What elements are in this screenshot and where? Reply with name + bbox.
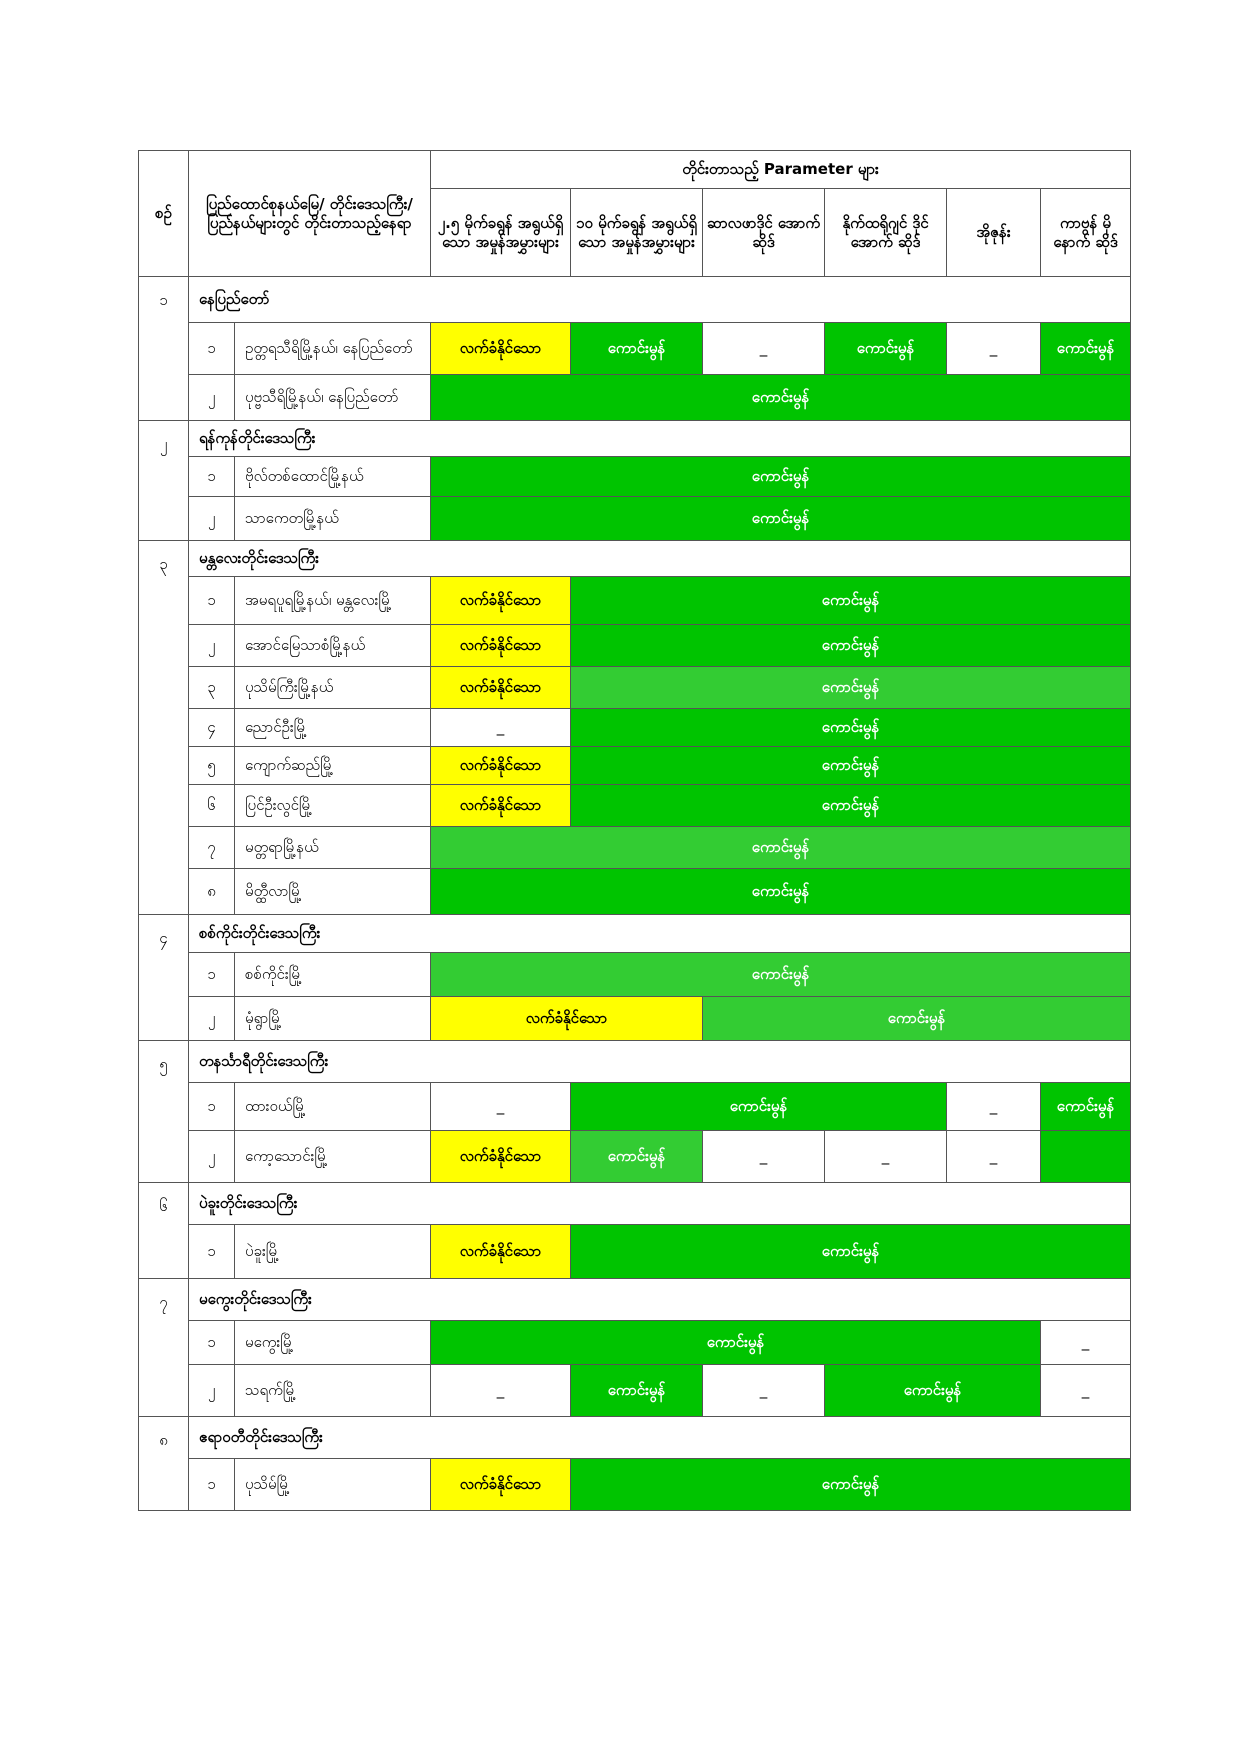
station-number: ၁ bbox=[189, 457, 235, 497]
status-good: ကောင်းမွန် bbox=[571, 785, 1131, 827]
status-good: ကောင်းမွန် bbox=[571, 709, 1131, 747]
status-no-data: _ bbox=[947, 1083, 1041, 1131]
status-good: ကောင်းမွန် bbox=[825, 323, 947, 375]
table-row bbox=[139, 577, 1131, 625]
table-row bbox=[139, 709, 1131, 747]
status-acceptable: လက်ခံနိုင်သော bbox=[431, 1225, 571, 1279]
station-number: ၁ bbox=[189, 953, 235, 997]
status-no-data: _ bbox=[1041, 1365, 1131, 1417]
station-name: ညောင်ဦးမြို့ bbox=[235, 709, 431, 747]
status-no-data: _ bbox=[431, 1365, 571, 1417]
status-no-data: _ bbox=[1041, 1321, 1131, 1365]
region-number: ၂ bbox=[139, 421, 189, 541]
station-name: ကော့သောင်းမြို့ bbox=[235, 1131, 431, 1183]
status-good: ကောင်းမွန် bbox=[431, 457, 1131, 497]
table-row bbox=[139, 1321, 1131, 1365]
status-no-data: _ bbox=[431, 1083, 571, 1131]
status-good: ကောင်းမွန် bbox=[571, 625, 1131, 667]
region-name: ပဲခူးတိုင်းဒေသကြီး bbox=[189, 1183, 1131, 1225]
table-row bbox=[139, 785, 1131, 827]
status-good: ကောင်းမွန် bbox=[571, 1459, 1131, 1511]
header-pm10: ၁၀ မိုက်ခရွန် အရွယ်ရှိသော အမှုန်အမွှားများ bbox=[571, 189, 703, 277]
region-name: စစ်ကိုင်းတိုင်းဒေသကြီး bbox=[189, 915, 1131, 953]
station-name: ပဲခူးမြို့ bbox=[235, 1225, 431, 1279]
region-name: မန္တလေးတိုင်းဒေသကြီး bbox=[189, 541, 1131, 577]
status-acceptable: လက်ခံနိုင်သော bbox=[431, 785, 571, 827]
status-good: ကောင်းမွန် bbox=[571, 1225, 1131, 1279]
status-good: ကောင်းမွန် bbox=[1041, 1083, 1131, 1131]
air-quality-table bbox=[138, 150, 1131, 1511]
status-acceptable: လက်ခံနိုင်သော bbox=[431, 625, 571, 667]
table-row bbox=[139, 869, 1131, 915]
status-good: ကောင်းမွန် bbox=[431, 375, 1131, 421]
header-pm25: ၂.၅ မိုက်ခရွန် အရွယ်ရှိသော အမှုန်အမွှားများ bbox=[431, 189, 571, 277]
status-acceptable: လက်ခံနိုင်သော bbox=[431, 747, 571, 785]
status-no-data: _ bbox=[703, 323, 825, 375]
station-number: ၂ bbox=[189, 497, 235, 541]
table-row bbox=[139, 625, 1131, 667]
region-name: ဧရာဝတီတိုင်းဒေသကြီး bbox=[189, 1417, 1131, 1459]
status-acceptable: လက်ခံနိုင်သော bbox=[431, 323, 571, 375]
station-name: အမရပူရမြို့နယ်၊ မန္တလေးမြို့ bbox=[235, 577, 431, 625]
station-name: မုံရွာမြို့ bbox=[235, 997, 431, 1041]
header-parameters: တိုင်းတာသည့် Parameter များ bbox=[431, 151, 1131, 189]
header-so2: ဆာလဖာဒိုင် အောက်ဆိုဒ် bbox=[703, 189, 825, 277]
station-number: ၁ bbox=[189, 1083, 235, 1131]
station-number: ၈ bbox=[189, 869, 235, 915]
status-acceptable: လက်ခံနိုင်သော bbox=[431, 997, 703, 1041]
status-no-data: _ bbox=[947, 323, 1041, 375]
region-number: ၈ bbox=[139, 1417, 189, 1511]
table-row bbox=[139, 1131, 1131, 1183]
station-number: ၃ bbox=[189, 667, 235, 709]
status-acceptable: လက်ခံနိုင်သော bbox=[431, 667, 571, 709]
status-good: ကောင်းမွန် bbox=[431, 953, 1131, 997]
status-good: ကောင်းမွန် bbox=[571, 1365, 703, 1417]
table-row bbox=[139, 1083, 1131, 1131]
status-no-data: _ bbox=[431, 709, 571, 747]
status-good: ကောင်းမွန် bbox=[431, 827, 1131, 869]
station-number: ၂ bbox=[189, 997, 235, 1041]
station-number: ၂ bbox=[189, 625, 235, 667]
station-name: ပုသိမ်ကြီးမြို့နယ် bbox=[235, 667, 431, 709]
region-number: ၃ bbox=[139, 541, 189, 915]
status-good: ကောင်းမွန် bbox=[1041, 323, 1131, 375]
status-good: ကောင်းမွန် bbox=[571, 577, 1131, 625]
status-good: ကောင်းမွန် bbox=[571, 747, 1131, 785]
station-name: စစ်ကိုင်းမြို့ bbox=[235, 953, 431, 997]
station-number: ၂ bbox=[189, 375, 235, 421]
status-good: ကောင်းမွန် bbox=[431, 869, 1131, 915]
station-name: ထားဝယ်မြို့ bbox=[235, 1083, 431, 1131]
status-good: ကောင်းမွန် bbox=[571, 323, 703, 375]
station-name: ဗိုလ်တစ်ထောင်မြို့နယ် bbox=[235, 457, 431, 497]
header-ozone: အိုဇုန်း bbox=[947, 189, 1041, 277]
air-quality-table-page bbox=[138, 150, 1130, 1511]
station-number: ၆ bbox=[189, 785, 235, 827]
station-name: အောင်မြေသာစံမြို့နယ် bbox=[235, 625, 431, 667]
table-row bbox=[139, 997, 1131, 1041]
table-row bbox=[139, 953, 1131, 997]
station-number: ၄ bbox=[189, 709, 235, 747]
header-co: ကာဗွန် မိုနောက် ဆိုဒ် bbox=[1041, 189, 1131, 277]
status-good: ကောင်းမွန် bbox=[431, 1321, 1041, 1365]
status-good: ကောင်းမွန် bbox=[825, 1365, 1041, 1417]
region-number: ၅ bbox=[139, 1041, 189, 1183]
table-row bbox=[139, 1365, 1131, 1417]
station-number: ၇ bbox=[189, 827, 235, 869]
status-acceptable: လက်ခံနိုင်သော bbox=[431, 1131, 571, 1183]
region-number: ၆ bbox=[139, 1183, 189, 1279]
status-good: ကောင်းမွန် bbox=[571, 1131, 703, 1183]
status-acceptable: လက်ခံနိုင်သော bbox=[431, 1459, 571, 1511]
header-no2: နိုက်ထရိုဂျင် ဒိုင်အောက် ဆိုဒ် bbox=[825, 189, 947, 277]
station-number: ၁ bbox=[189, 1321, 235, 1365]
station-name: မကွေးမြို့ bbox=[235, 1321, 431, 1365]
region-name: မကွေးတိုင်းဒေသကြီး bbox=[189, 1279, 1131, 1321]
table-row bbox=[139, 1225, 1131, 1279]
status-no-data: _ bbox=[825, 1131, 947, 1183]
station-name: ပုသိမ်မြို့ bbox=[235, 1459, 431, 1511]
station-number: ၂ bbox=[189, 1365, 235, 1417]
table-row bbox=[139, 747, 1131, 785]
status-acceptable: လက်ခံနိုင်သော bbox=[431, 577, 571, 625]
header-location: ပြည်ထောင်စုနယ်မြေ/ တိုင်းဒေသကြီး/ ပြည်နယ်များတွင် တိုင်းတာသည့်နေရာ bbox=[189, 151, 431, 277]
station-name: သာကေတမြို့နယ် bbox=[235, 497, 431, 541]
header-serial: စဉ် bbox=[139, 151, 189, 277]
status-no-data: _ bbox=[947, 1131, 1041, 1183]
table-row bbox=[139, 497, 1131, 541]
station-name: ပြင်ဦးလွင်မြို့ bbox=[235, 785, 431, 827]
table-row bbox=[139, 457, 1131, 497]
region-name: နေပြည်တော် bbox=[189, 277, 1131, 323]
table-row bbox=[139, 375, 1131, 421]
status-no-data: _ bbox=[703, 1365, 825, 1417]
status-no-data: _ bbox=[703, 1131, 825, 1183]
station-name: ဥတ္တရသီရိမြို့နယ်၊ နေပြည်တော် bbox=[235, 323, 431, 375]
station-name: မတ္တရာမြို့နယ် bbox=[235, 827, 431, 869]
station-name: သရက်မြို့ bbox=[235, 1365, 431, 1417]
station-number: ၂ bbox=[189, 1131, 235, 1183]
station-number: ၁ bbox=[189, 1459, 235, 1511]
status-good: ကောင်းမွန် bbox=[431, 497, 1131, 541]
table-row bbox=[139, 667, 1131, 709]
station-name: ကျောက်ဆည်မြို့ bbox=[235, 747, 431, 785]
status-good: ကောင်းမွန် bbox=[571, 1083, 947, 1131]
region-name: ရန်ကုန်တိုင်းဒေသကြီး bbox=[189, 421, 1131, 457]
station-number: ၁ bbox=[189, 1225, 235, 1279]
station-name: ပုဗ္ဗသီရိမြို့နယ်၊ နေပြည်တော် bbox=[235, 375, 431, 421]
table-row bbox=[139, 827, 1131, 869]
table-row bbox=[139, 1459, 1131, 1511]
region-number: ၄ bbox=[139, 915, 189, 1041]
status-good: ကောင်းမွန် bbox=[571, 667, 1131, 709]
station-number: ၁ bbox=[189, 323, 235, 375]
station-name: မိတ္ထီလာမြို့ bbox=[235, 869, 431, 915]
status-good bbox=[1041, 1131, 1131, 1183]
region-number: ၁ bbox=[139, 277, 189, 421]
region-name: တနင်္သာရီတိုင်းဒေသကြီး bbox=[189, 1041, 1131, 1083]
station-number: ၅ bbox=[189, 747, 235, 785]
status-good: ကောင်းမွန် bbox=[703, 997, 1131, 1041]
table-row bbox=[139, 323, 1131, 375]
region-number: ၇ bbox=[139, 1279, 189, 1417]
station-number: ၁ bbox=[189, 577, 235, 625]
